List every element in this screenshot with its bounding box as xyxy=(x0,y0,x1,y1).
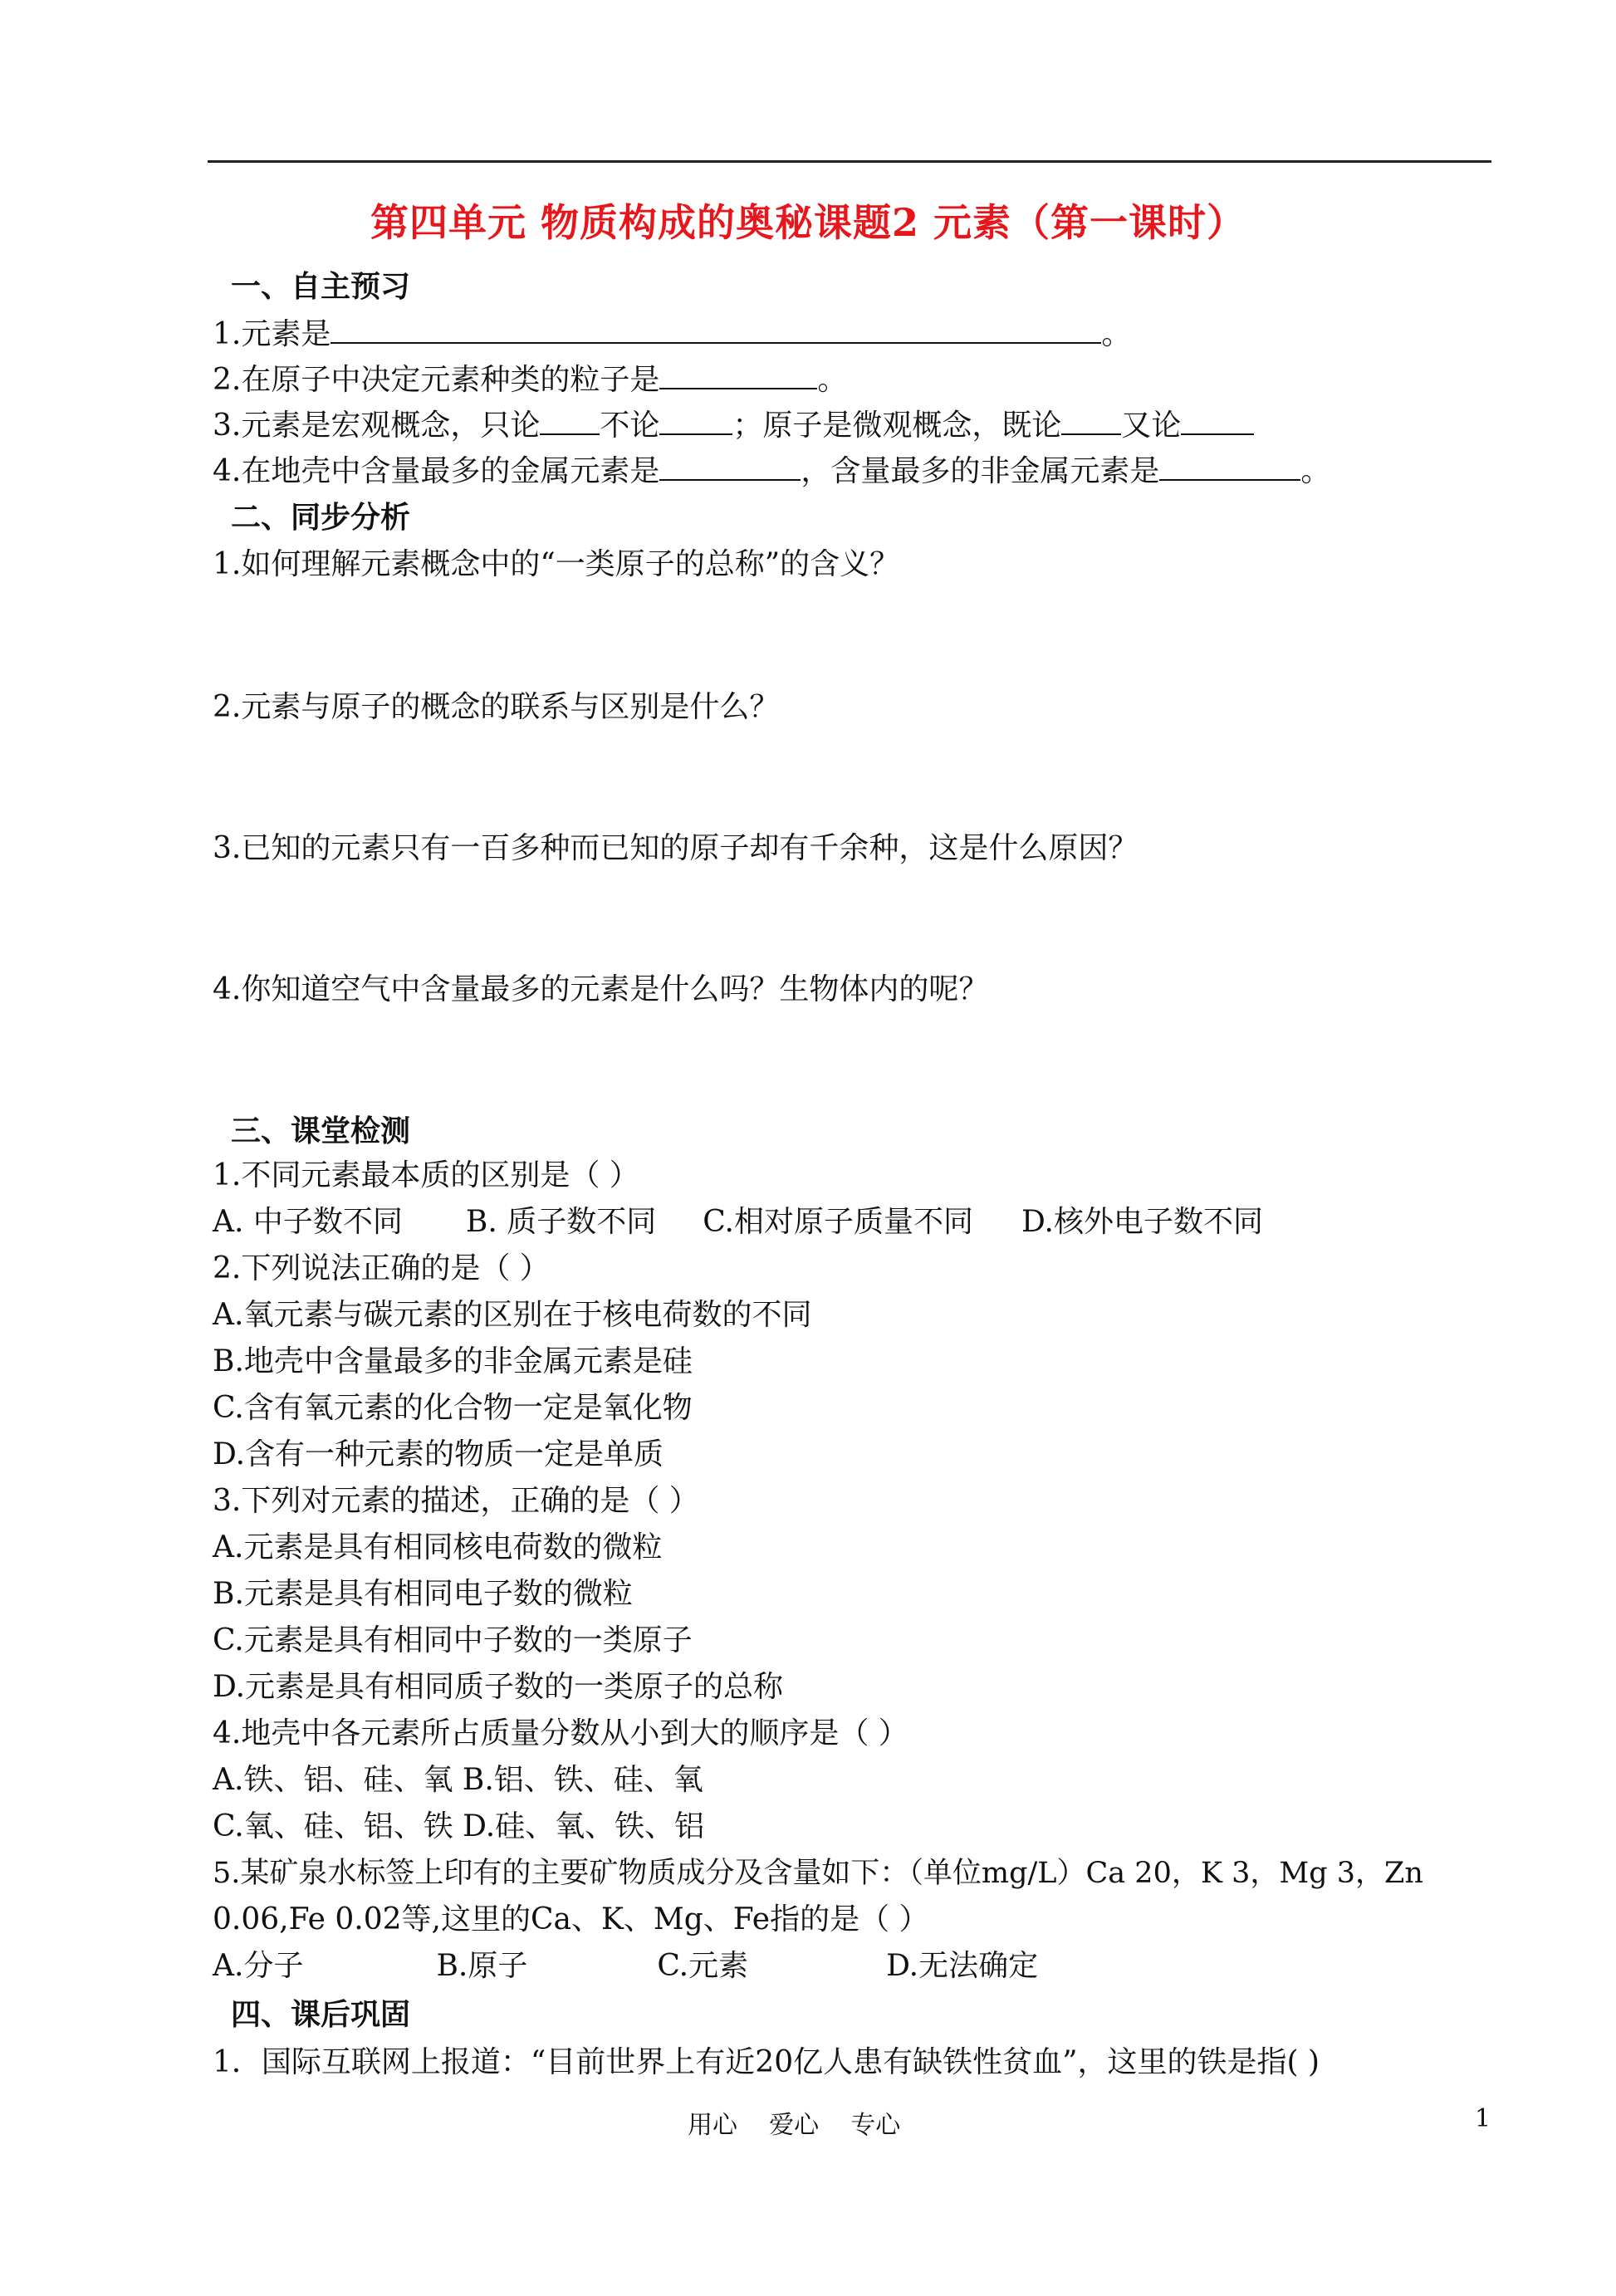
check-question-5-line-2: 0.06,Fe 0.02等,这里的Ca、K、Mg、Fe指的是（ ） xyxy=(213,1902,929,1936)
check-question-2: 2.下列说法正确的是（ ） xyxy=(213,1251,550,1285)
question-text: 1.元素是 xyxy=(213,317,331,351)
preview-question-3 xyxy=(213,405,1254,444)
option-b: B. 质子数不同 xyxy=(465,1205,657,1239)
check-question-2-option-b: B.地壳中含量最多的非金属元素是硅 xyxy=(213,1344,693,1378)
check-question-3-option-b: B.元素是具有相同电子数的微粒 xyxy=(213,1577,633,1611)
answer-blank[interactable] xyxy=(659,451,801,481)
option-c: C.相对原子质量不同 xyxy=(703,1205,973,1239)
option-b: B.原子 xyxy=(436,1949,528,1983)
check-question-4-options-cd: C.氧、硅、铝、铁 D.硅、氧、铁、铝 xyxy=(213,1809,705,1843)
question-text: 不论 xyxy=(600,409,660,443)
answer-blank[interactable] xyxy=(1061,405,1121,435)
check-question-3-option-c: C.元素是具有相同中子数的一类原子 xyxy=(213,1623,693,1657)
question-text: 又论 xyxy=(1121,409,1182,443)
question-text: 。 xyxy=(1300,454,1331,488)
option-c: C.元素 xyxy=(657,1949,749,1983)
check-question-1: 1.不同元素最本质的区别是（ ） xyxy=(213,1158,639,1192)
section-heading-after-class: 四、课后巩固 xyxy=(231,1997,411,2032)
header-rule xyxy=(208,160,1491,163)
option-d: D.无法确定 xyxy=(886,1949,1039,1983)
footer-motto: 用心 爱心 专心 xyxy=(688,2111,901,2140)
check-question-4-options-ab: A.铁、铝、硅、氧 B.铝、铁、硅、氧 xyxy=(213,1763,703,1797)
page-number: 1 xyxy=(1475,2104,1491,2133)
check-question-2-option-c: C.含有氧元素的化合物一定是氧化物 xyxy=(213,1391,693,1425)
page-title: 第四单元 物质构成的奥秘课题2 元素（第一课时） xyxy=(370,200,1246,245)
question-text: 2.在原子中决定元素种类的粒子是 xyxy=(213,363,660,397)
check-question-1-options xyxy=(213,1204,1263,1241)
option-a: A.分子 xyxy=(213,1949,304,1983)
question-text: 。 xyxy=(1101,317,1132,351)
check-question-5-options xyxy=(213,1948,1038,1985)
question-text: ，含量最多的非金属元素是 xyxy=(801,454,1160,488)
analysis-question-3: 3.已知的元素只有一百多种而已知的原子却有千余种，这是什么原因？ xyxy=(213,831,1139,865)
answer-blank[interactable] xyxy=(659,405,732,435)
section-heading-check: 三、课堂检测 xyxy=(231,1114,411,1148)
check-question-2-option-a: A.氧元素与碳元素的区别在于核电荷数的不同 xyxy=(213,1298,812,1332)
answer-blank[interactable] xyxy=(1159,451,1300,481)
answer-blank[interactable] xyxy=(1181,405,1254,435)
check-question-5-line-1: 5.某矿泉水标签上印有的主要矿物质成分及含量如下：（单位mg/L）Ca 20，K 3，Mg 3，Zn xyxy=(213,1857,1423,1890)
analysis-question-4: 4.你知道空气中含量最多的元素是什么吗？生物体内的呢？ xyxy=(213,972,989,1006)
analysis-question-1: 1.如何理解元素概念中的“一类原子的总称”的含义？ xyxy=(213,547,900,581)
answer-blank[interactable] xyxy=(659,360,817,389)
answer-blank[interactable] xyxy=(540,405,600,435)
question-text: 3.元素是宏观概念，只论 xyxy=(213,409,541,443)
question-text: ；原子是微观概念，既论 xyxy=(732,409,1062,443)
question-text: 4.在地壳中含量最多的金属元素是 xyxy=(213,454,660,488)
check-question-2-option-d: D.含有一种元素的物质一定是单质 xyxy=(213,1437,664,1471)
check-question-4: 4.地壳中各元素所占质量分数从小到大的顺序是（ ） xyxy=(213,1716,908,1750)
analysis-question-2: 2.元素与原子的概念的联系与区别是什么？ xyxy=(213,690,780,724)
preview-question-4 xyxy=(213,451,1330,490)
check-question-3-option-a: A.元素是具有相同核电荷数的微粒 xyxy=(213,1530,663,1564)
preview-question-1 xyxy=(213,314,1131,353)
check-question-3-option-d: D.元素是具有相同质子数的一类原子的总称 xyxy=(213,1670,784,1704)
preview-question-2 xyxy=(213,360,847,399)
option-d: D.核外电子数不同 xyxy=(1021,1205,1263,1239)
option-a: A. 中子数不同 xyxy=(213,1205,403,1239)
section-heading-analysis: 二、同步分析 xyxy=(231,500,411,535)
check-question-3: 3.下列对元素的描述，正确的是（ ） xyxy=(213,1484,699,1518)
answer-blank[interactable] xyxy=(331,314,1101,344)
after-class-question-1: 1．国际互联网上报道：“目前世界上有近20亿人患有缺铁性贫血”，这里的铁是指( ) xyxy=(213,2045,1320,2079)
section-heading-preview: 一、自主预习 xyxy=(231,269,411,304)
question-text: 。 xyxy=(817,363,848,397)
